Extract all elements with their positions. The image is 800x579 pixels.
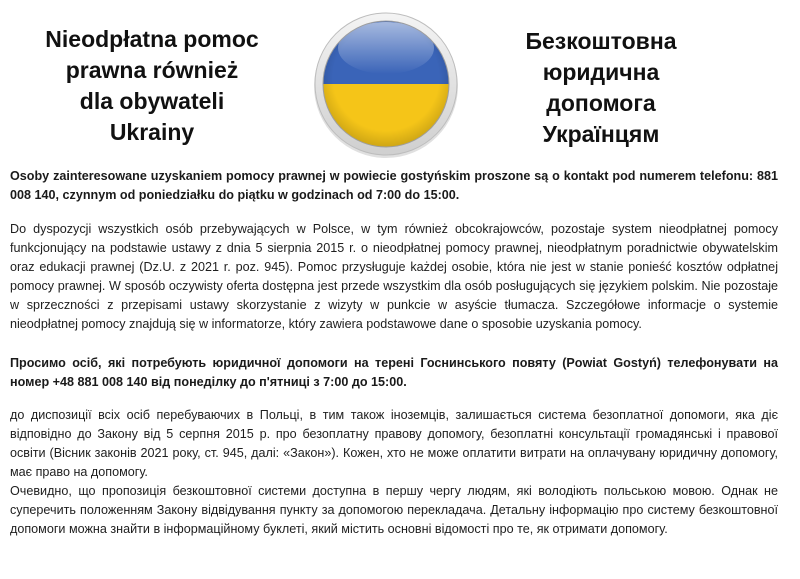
ukrainian-contact-paragraph: Просимо осіб, які потребують юридичної допомоги на терені Госнинського повяту (Powiat Gostyń) телефонувати на номер +48 881 008 140 від понеділку до п'ятниці з 7:00 до 15:00. [10, 356, 778, 389]
ukraine-flag-icon [312, 10, 460, 158]
announcement-content [10, 167, 778, 539]
ukrainian-info-paragraph-1: до диспозиції всіх осіб перебуваючих в Польці, в тим також іноземців, залишається система безоплатної допомоги, яка діє відповідно до Закону від 5 серпня 2015 р. про безоплатну правову допомогу, безоплатні консультації громадянські і правової освіти (Вісник законів 2021 року, ст. 945, далі: «Закон»). Кожен, хто не може оплатити витрати на оплачувану юридичну допомогу, має право на допомогу. [10, 408, 778, 479]
polish-info-paragraph: Do dyspozycji wszystkich osób przebywających w Polsce, w tym również obcokrajowców, pozostaje system nieodpłatnej pomocy funkcjonujący na podstawie ustawy z dnia 5 sierpnia 2015 r. o nieodpłatnej pomocy prawnej, nieodpłatnym poradnictwie obywatelskim oraz edukacji prawnej (Dz.U. z 2021 r. poz. 945). Pomoc przysługuje każdej osobie, która nie jest w stanie ponieść kosztów odpłatnej pomocy prawnej. W sposób oczywisty oferta dostępna jest przede wszystkim dla osób posługujących się językiem polskim. Nie pozostaje w sprzeczności z przepisami ustawy skorzystanie z wizyty w punkcie w asyście tłumacza. Szczegółowe informacje o systemie nieodpłatnej pomocy znajdują się w informatorze, który zawiera podstawowe dane o sposobie uzyskania pomocy. [10, 222, 778, 331]
title-ukrainian: Безкоштовна юридична допомога Українцям [525, 28, 677, 147]
header [0, 0, 800, 165]
title-polish: Nieodpłatna pomoc prawna również dla obywateli Ukrainy [45, 26, 259, 145]
ukrainian-info-paragraph-2: Очевидно, що пропозиція безкоштовної системи доступна в першу чергу людям, які володіють польською мовою. Однак не суперечить положенням Закону відвідування пункту за допомогою перекладача. Детальну інформацію про систему безкоштовної допомоги можна знайти в інформаційному буклеті, який містить основні відомості про те, як отримати допомогу. [10, 484, 778, 536]
polish-contact-paragraph: Osoby zainteresowane uzyskaniem pomocy prawnej w powiecie gostyńskim proszone są o kontakt pod numerem telefonu: 881 008 140, czynnym od poniedziałku do piątku w godzinach od 7:00 do 15:00. [10, 169, 778, 202]
